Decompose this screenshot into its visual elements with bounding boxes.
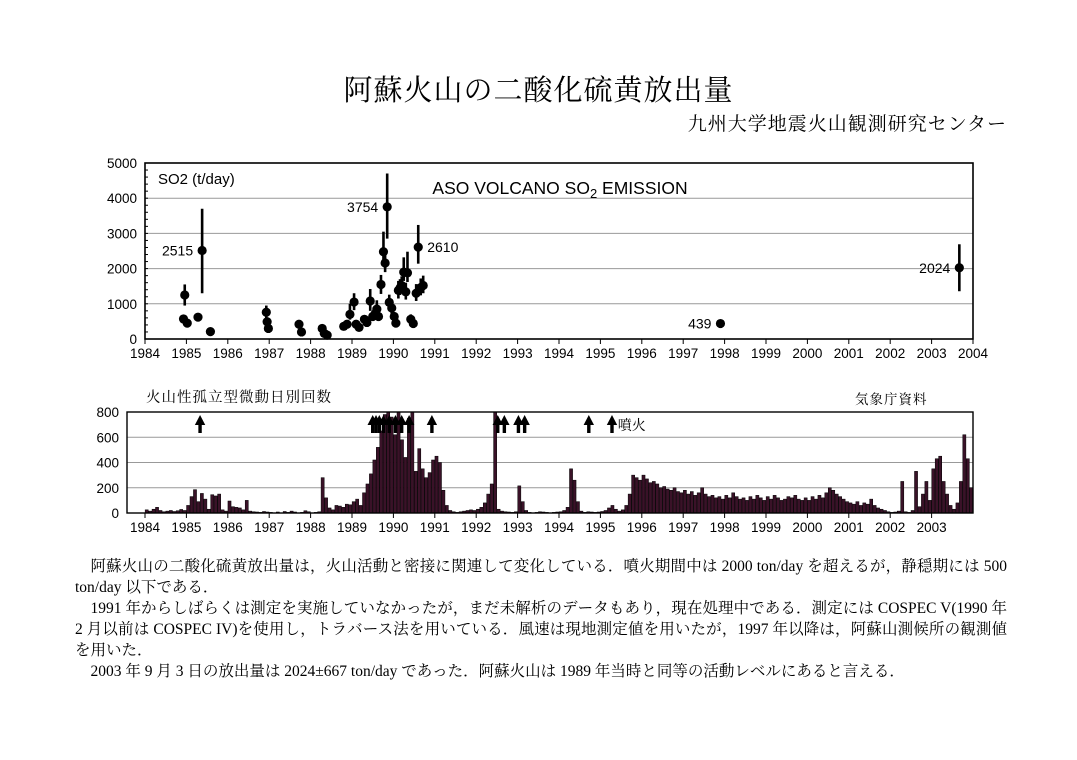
data-point	[716, 319, 725, 328]
tremor-bar	[338, 506, 341, 513]
tremor-bar	[718, 497, 721, 513]
tremor-bar	[366, 484, 369, 513]
tremor-bar	[794, 495, 797, 513]
tremor-bar	[859, 505, 862, 513]
x-tick-label: 1995	[585, 520, 616, 535]
tremor-bar	[362, 493, 365, 513]
x-tick-label: 1989	[336, 346, 368, 361]
tremor-bar	[397, 412, 400, 513]
x-tick-label: 1984	[129, 346, 161, 361]
tremor-bar	[694, 495, 697, 513]
tremor-bar	[418, 449, 421, 513]
x-tick-label: 1994	[543, 346, 575, 361]
tremor-bar	[711, 495, 714, 513]
tremor-bar	[821, 498, 824, 513]
data-point	[342, 320, 351, 329]
tremor-bar	[707, 497, 710, 513]
tremor-bar	[428, 473, 431, 513]
tremor-bar	[735, 497, 738, 513]
tremor-bar	[939, 456, 942, 513]
tremor-bar	[628, 494, 631, 513]
tremor-bar	[959, 481, 962, 513]
notes-text	[75, 556, 1007, 682]
tremor-bar	[839, 497, 842, 513]
tremor-bar	[866, 504, 869, 513]
tremor-bar	[739, 499, 742, 513]
tremor-bar	[804, 498, 807, 513]
page-subtitle: 九州大学地震火山観測研究センター	[687, 114, 1007, 135]
tremor-bar	[573, 480, 576, 513]
data-point	[376, 280, 385, 289]
x-tick-label: 1995	[585, 346, 616, 361]
tremor-bar	[921, 494, 924, 513]
data-point-label: 2610	[427, 239, 459, 256]
tremor-bar	[187, 505, 190, 513]
tremor-bar	[870, 499, 873, 513]
tremor-bar	[714, 498, 717, 513]
eruption-arrow-icon	[519, 415, 529, 433]
tremor-bar	[873, 505, 876, 513]
tremor-bar	[683, 490, 686, 513]
x-tick-label: 1999	[750, 520, 782, 535]
tremor-bar	[690, 492, 693, 513]
tremor-bar	[490, 484, 493, 513]
x-tick-label: 1985	[171, 346, 202, 361]
data-point	[383, 202, 392, 211]
tremor-bar	[790, 498, 793, 513]
tremor-bar	[421, 469, 424, 513]
tremor-bar	[956, 503, 959, 513]
tremor-bar	[435, 456, 438, 513]
data-point	[379, 247, 388, 256]
x-tick-label: 1988	[295, 520, 326, 535]
tremor-bar	[518, 486, 521, 513]
tremor-bar	[380, 431, 383, 513]
x-tick-label: 1996	[626, 346, 657, 361]
tremor-bar	[576, 502, 579, 513]
y-tick-label: 5000	[106, 156, 137, 171]
tremor-bar	[946, 494, 949, 513]
data-point	[180, 290, 189, 299]
tremor-bar	[663, 486, 666, 513]
tremor-bar	[335, 505, 338, 513]
x-tick-label: 2000	[792, 346, 823, 361]
data-point	[198, 246, 207, 255]
x-tick-label: 1998	[709, 520, 740, 535]
data-point	[414, 243, 423, 252]
data-point	[262, 308, 271, 317]
tremor-bar	[818, 495, 821, 513]
tremor-bar	[394, 435, 397, 513]
tremor-bar	[697, 493, 700, 513]
tremor-bar	[218, 494, 221, 513]
eruption-arrow-icon	[584, 415, 594, 433]
data-point	[387, 303, 396, 312]
tremor-bar	[835, 494, 838, 513]
tremor-bar	[649, 483, 652, 513]
tremor-bar	[721, 499, 724, 513]
tremor-bar	[770, 499, 773, 513]
tremor-count-chart	[0, 380, 1077, 545]
x-tick-label: 2003	[916, 520, 947, 535]
tremor-bar	[756, 495, 759, 513]
x-tick-label: 1999	[750, 346, 782, 361]
x-tick-label: 1994	[543, 520, 575, 535]
tremor-bar	[863, 503, 866, 513]
tremor-bar	[680, 493, 683, 513]
tremor-bar	[732, 493, 735, 513]
tremor-bar	[749, 497, 752, 513]
tremor-bar	[814, 499, 817, 513]
x-tick-label: 1986	[212, 346, 243, 361]
data-point-label: 2024	[919, 259, 951, 276]
data-point-label: 439	[688, 315, 712, 332]
data-point	[345, 310, 354, 319]
tremor-bar	[963, 435, 966, 513]
tremor-bar	[193, 490, 196, 513]
tremor-bar	[155, 507, 158, 513]
y-axis-unit-label: SO2 (t/day)	[158, 171, 235, 188]
tremor-bar	[928, 500, 931, 513]
tremor-bar	[642, 475, 645, 513]
tremor-bar	[373, 460, 376, 513]
eruption-arrow-icon	[427, 415, 437, 433]
tremor-bar	[566, 507, 569, 513]
tremor-bar	[783, 499, 786, 513]
tremor-bar	[932, 469, 935, 513]
tremor-bar	[856, 502, 859, 513]
tremor-bar	[966, 459, 969, 513]
tremor-bar	[687, 494, 690, 513]
data-point	[349, 297, 358, 306]
data-point	[206, 327, 215, 336]
tremor-bar	[369, 474, 372, 513]
tremor-bar	[728, 498, 731, 513]
x-tick-label: 2002	[875, 520, 906, 535]
tremor-bar	[411, 412, 414, 513]
x-tick-label: 2003	[916, 346, 947, 361]
tremor-bar	[352, 502, 355, 513]
tremor-bar	[825, 493, 828, 513]
data-point	[323, 331, 332, 340]
tremor-bar	[425, 478, 428, 513]
notes-paragraph-1: 阿蘇火山の二酸化硫黄放出量は，火山活動と密接に関連して変化している．噴火期間中は 2000 ton/day を超えるが，静穏期には 500 ton/day 以下である．	[75, 558, 1007, 596]
tremor-bar	[776, 498, 779, 513]
data-point	[374, 312, 383, 321]
tremor-bar	[228, 501, 231, 513]
tremor-bar	[659, 488, 662, 513]
tremor-bar	[673, 488, 676, 513]
eruption-label: 噴火	[617, 417, 646, 433]
tremor-bar	[935, 459, 938, 513]
tremor-bar	[745, 500, 748, 513]
eruption-arrow-icon	[195, 415, 205, 433]
x-tick-label: 2002	[875, 346, 906, 361]
data-point	[955, 263, 964, 272]
tremor-bar	[670, 490, 673, 513]
tremor-bar	[325, 498, 328, 513]
tremor-bar	[942, 481, 945, 513]
tremor-bar	[197, 502, 200, 513]
tremor-bar	[214, 496, 217, 513]
data-point	[391, 319, 400, 328]
data-point-label: 2515	[161, 242, 194, 259]
tremor-bar	[801, 500, 804, 513]
tremor-chart-source: 気象庁資料	[855, 392, 928, 407]
y-tick-label: 2000	[106, 261, 137, 277]
x-tick-label: 1991	[419, 346, 450, 361]
tremor-bar	[404, 457, 407, 513]
data-point	[354, 323, 363, 332]
y-tick-label: 1000	[106, 296, 137, 312]
tremor-bar	[701, 488, 704, 513]
tremor-bar	[356, 499, 359, 513]
tremor-bar	[949, 505, 952, 513]
tremor-bar	[483, 503, 486, 513]
tremor-bar	[652, 481, 655, 513]
tremor-bar	[763, 500, 766, 513]
data-point-label: 3754	[347, 198, 379, 215]
y-tick-label: 0	[129, 332, 137, 347]
tremor-bar	[445, 505, 448, 513]
x-tick-label: 1991	[419, 520, 450, 535]
tremor-bar	[704, 494, 707, 513]
tremor-bar	[349, 505, 352, 513]
tremor-bar	[611, 505, 614, 513]
tremor-bar	[204, 499, 207, 513]
tremor-bar	[438, 463, 441, 514]
tremor-bar	[521, 502, 524, 513]
data-point	[264, 324, 273, 333]
x-tick-label: 2004	[957, 346, 989, 361]
tremor-bar	[759, 498, 762, 513]
tremor-bar	[808, 500, 811, 513]
tremor-bar	[635, 478, 638, 513]
tremor-bar	[787, 497, 790, 513]
y-tick-label: 200	[96, 480, 119, 496]
tremor-bar	[235, 507, 238, 513]
tremor-bar	[845, 502, 848, 513]
tremor-bar	[914, 471, 917, 513]
tremor-bar	[742, 498, 745, 513]
tremor-bar	[842, 499, 845, 513]
tremor-bar	[328, 508, 331, 513]
x-tick-label: 1984	[129, 520, 161, 535]
tremor-bar	[656, 484, 659, 513]
y-tick-label: 0	[111, 506, 119, 521]
tremor-bar	[200, 493, 203, 513]
tremor-bar	[752, 499, 755, 513]
tremor-bar	[901, 481, 904, 513]
notes-paragraph-2: 1991 年からしばらくは測定を実施していなかったが，まだ未解析のデータもあり，現在処理中である．測定には COSPEC V(1990 年 2 月以前は COSPEC IV)を使用し，トラバース法を用いている．風速は現地測定値を用いたが，1997 年以降は，阿蘇山測候所の観測値を用いた．	[75, 600, 1007, 659]
data-point	[403, 268, 412, 277]
eruption-arrow-icon	[499, 415, 509, 433]
tremor-bar	[773, 495, 776, 513]
x-tick-label: 1990	[378, 520, 409, 535]
x-tick-label: 1987	[254, 346, 285, 361]
eruption-arrow-icon	[607, 415, 617, 433]
tremor-bar	[400, 440, 403, 513]
data-point	[297, 327, 306, 336]
data-point	[381, 258, 390, 267]
tremor-bar	[849, 503, 852, 513]
y-tick-label: 800	[96, 405, 119, 420]
so2-emission-chart	[0, 150, 1077, 375]
x-tick-label: 1996	[626, 520, 657, 535]
x-tick-label: 1997	[668, 520, 699, 535]
tremor-bar	[766, 497, 769, 513]
tremor-bar	[211, 495, 214, 513]
tremor-bar	[414, 471, 417, 513]
y-tick-label: 400	[96, 455, 119, 471]
x-tick-label: 1990	[378, 346, 409, 361]
tremor-bar	[607, 508, 610, 513]
tremor-bar	[918, 507, 921, 513]
tremor-bar	[321, 478, 324, 513]
x-tick-label: 1988	[295, 346, 326, 361]
tremor-bar	[569, 469, 572, 513]
x-tick-label: 1993	[502, 346, 533, 361]
x-tick-label: 1997	[668, 346, 699, 361]
data-point	[366, 296, 375, 305]
x-tick-label: 2001	[833, 520, 864, 535]
tremor-bar	[877, 508, 880, 513]
data-point	[193, 313, 202, 322]
tremor-bar	[376, 447, 379, 513]
x-tick-label: 1998	[709, 346, 740, 361]
tremor-bar	[666, 489, 669, 513]
tremor-bar	[725, 495, 728, 513]
x-tick-label: 1992	[461, 346, 492, 361]
data-point	[401, 287, 410, 296]
x-tick-label: 1993	[502, 520, 533, 535]
y-tick-label: 3000	[106, 226, 137, 242]
x-tick-label: 1989	[336, 520, 368, 535]
tremor-bar	[676, 492, 679, 513]
tremor-bar	[645, 479, 648, 513]
chart-title: ASO VOLCANO $SO_2$ EMISSION	[432, 178, 688, 201]
y-tick-label: 4000	[106, 191, 137, 207]
x-tick-label: 1985	[171, 520, 202, 535]
x-tick-label: 1987	[254, 520, 285, 535]
tremor-bar	[345, 504, 348, 513]
page-title: 阿蘇火山の二酸化硫黄放出量	[343, 75, 734, 107]
tremor-bar	[238, 508, 241, 513]
x-tick-label: 1986	[212, 520, 243, 535]
tremor-bar	[780, 500, 783, 513]
x-tick-label: 1992	[461, 520, 492, 535]
tremor-bar	[442, 490, 445, 513]
tremor-bar	[342, 507, 345, 513]
tremor-bar	[190, 497, 193, 513]
tremor-bar	[797, 499, 800, 513]
tremor-bar	[925, 481, 928, 513]
notes-paragraph-3: 2003 年 9 月 3 日の放出量は 2024±667 ton/day であった．阿蘇火山は 1989 年当時と同等の活動レベルにあると言える．	[90, 663, 905, 680]
tremor-bar	[480, 507, 483, 513]
y-tick-label: 600	[96, 430, 119, 446]
tremor-bar	[359, 505, 362, 513]
data-point	[419, 281, 428, 290]
tremor-bar	[832, 490, 835, 513]
tremor-bar	[852, 504, 855, 513]
tremor-bar	[625, 505, 628, 513]
tremor-bar	[431, 460, 434, 513]
tremor-bar	[231, 507, 234, 513]
tremor-bar	[828, 488, 831, 513]
tremor-bar	[487, 494, 490, 513]
data-point	[409, 319, 418, 328]
tremor-bar	[638, 480, 641, 513]
tremor-bar	[632, 475, 635, 513]
tremor-bar	[811, 497, 814, 513]
tremor-bar	[245, 500, 248, 513]
tremor-chart-title: 火山性孤立型微動日別回数	[146, 390, 332, 406]
x-tick-label: 2001	[833, 346, 864, 361]
data-point	[183, 319, 192, 328]
x-tick-label: 2000	[792, 520, 823, 535]
